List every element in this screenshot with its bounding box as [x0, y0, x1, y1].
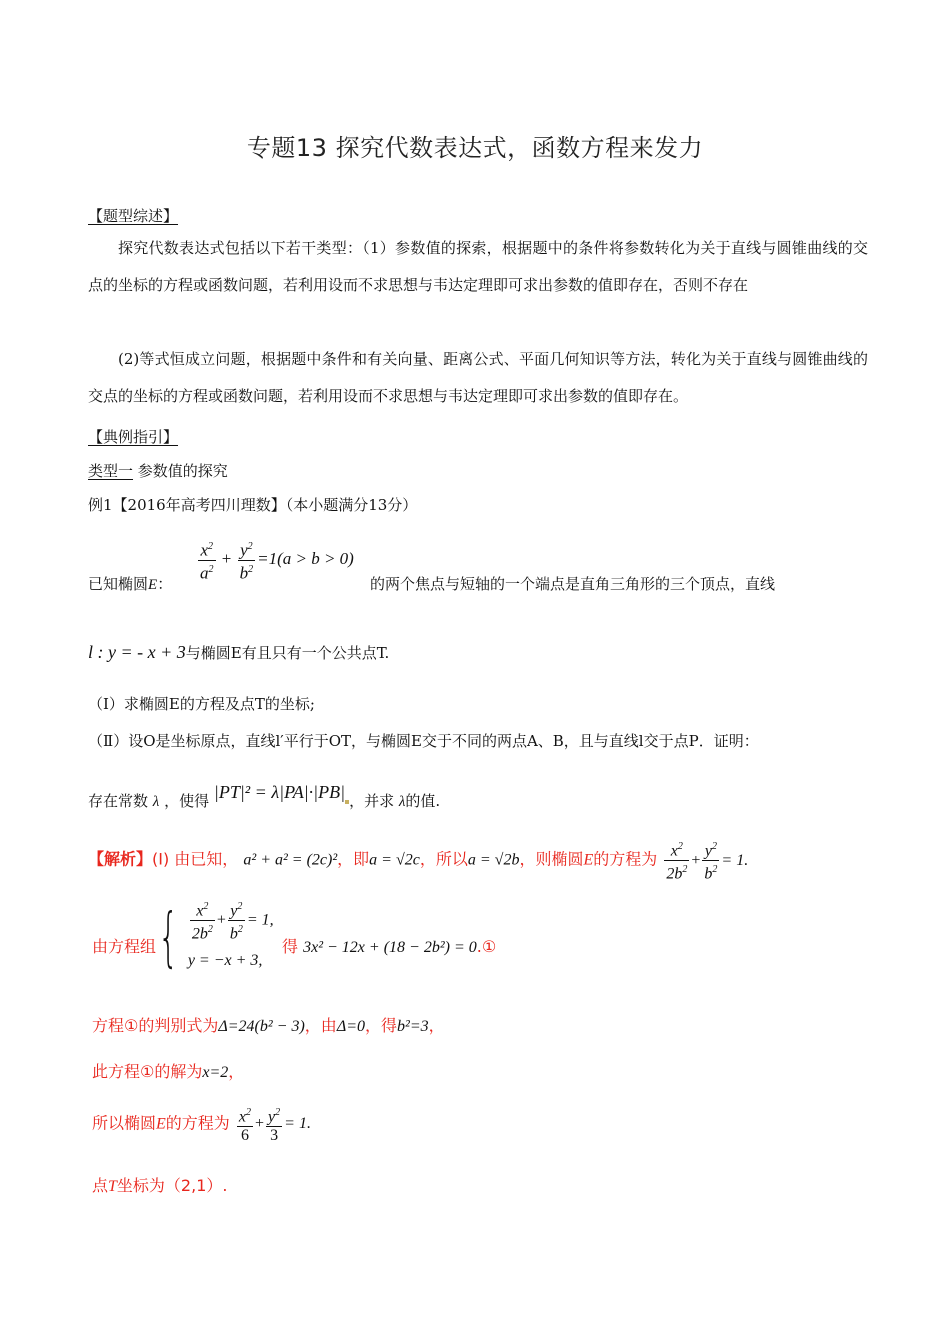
- problem-line-5: 存在常数 λ ，使得 |PT|² = λ|PA|·|PB| ，并求 λ的值.: [88, 782, 441, 810]
- examples-heading: 【典例指引】: [88, 428, 179, 446]
- overview-paragraph-2: (2)等式恒成立问题，根据题中条件和有关向量、距离公式、平面几何知识等方法，转化为关于直线与圆锥曲线的交点的坐标的方程或函数问题，若利用设而不求思想与韦达定理即可求出参数的值即存在。: [88, 350, 868, 405]
- overview-paragraph-1: 探究代数表达式包括以下若干类型：（1）参数值的探索，根据题中的条件将参数转化为关于直线与圆锥曲线的交点的坐标的方程或函数问题，若利用设而不求思想与韦达定理即可求出参数的值即存在，否则不存在: [88, 239, 868, 294]
- solution-line-6: 点T坐标为（2,1）.: [92, 1176, 228, 1195]
- problem-line1-pre: 已知椭圆E：: [88, 575, 173, 593]
- solution-label: 【解析】: [88, 849, 153, 869]
- problem-part-1: （Ⅰ）求椭圆E的方程及点T的坐标;: [88, 695, 315, 713]
- type1-label: 类型一: [88, 462, 134, 480]
- overview-heading: 【题型综述】: [88, 207, 179, 225]
- solution-line-3: 方程①的判别式为Δ=24(b² − 3)，由Δ=0，得b²=3，: [92, 1016, 445, 1035]
- ellipse-equation-b: $\frac{x^2}{2b^2}$ + $\frac{y^2}{b^2}$ = 1.: [662, 852, 748, 869]
- ellipse-equation: $\frac{x^2}{a^2}$ + $\frac{y^2}{b^2}$ =1(a > b > 0): [196, 538, 354, 582]
- solution-line-4: 此方程①的解为x=2，: [92, 1062, 245, 1081]
- problem-line1-post: 的两个焦点与短轴的一个端点是直角三角形的三个顶点，直线: [370, 575, 776, 593]
- problem-line-2: l : y = - x + 3与椭圆E有且只有一个公共点T.: [88, 642, 390, 662]
- system-brace: {: [158, 900, 179, 975]
- type1-title: 参数值的探究: [137, 462, 228, 480]
- problem-part-2: （Ⅱ）设O是坐标原点，直线l′平行于OT，与椭圆E交于不同的两点A、B，且与直线l交于点P．证明：: [88, 732, 759, 750]
- page-title: 专题13 探究代数表达式，函数方程来发力: [246, 134, 704, 162]
- example1-header: 例1【2016年高考四川理数】（本小题满分13分）: [88, 496, 418, 514]
- final-ellipse-equation: $\frac{x^2}{6}$ + $\frac{y^2}{3}$ = 1.: [235, 1115, 311, 1132]
- equation-system: { $\frac{x^2}{2b^2}$ + $\frac{y^2}{b^2}$ = 1, y = −x + 3,: [154, 898, 274, 978]
- solution-line-5: 所以椭圆E的方程为 $\frac{x^2}{6}$ + $\frac{y^2}{3}$ = 1.: [92, 1104, 311, 1145]
- solution-line-1: 【解析】(I) 由已知， a² + a² = (2c)²，即a = √2c，所以a = √2b，则椭圆E的方程为 $\frac{x^2}{2b^2}$ + $\frac{y^2}{b^2}$ = 1.: [88, 838, 748, 884]
- type1-line: [88, 460, 228, 481]
